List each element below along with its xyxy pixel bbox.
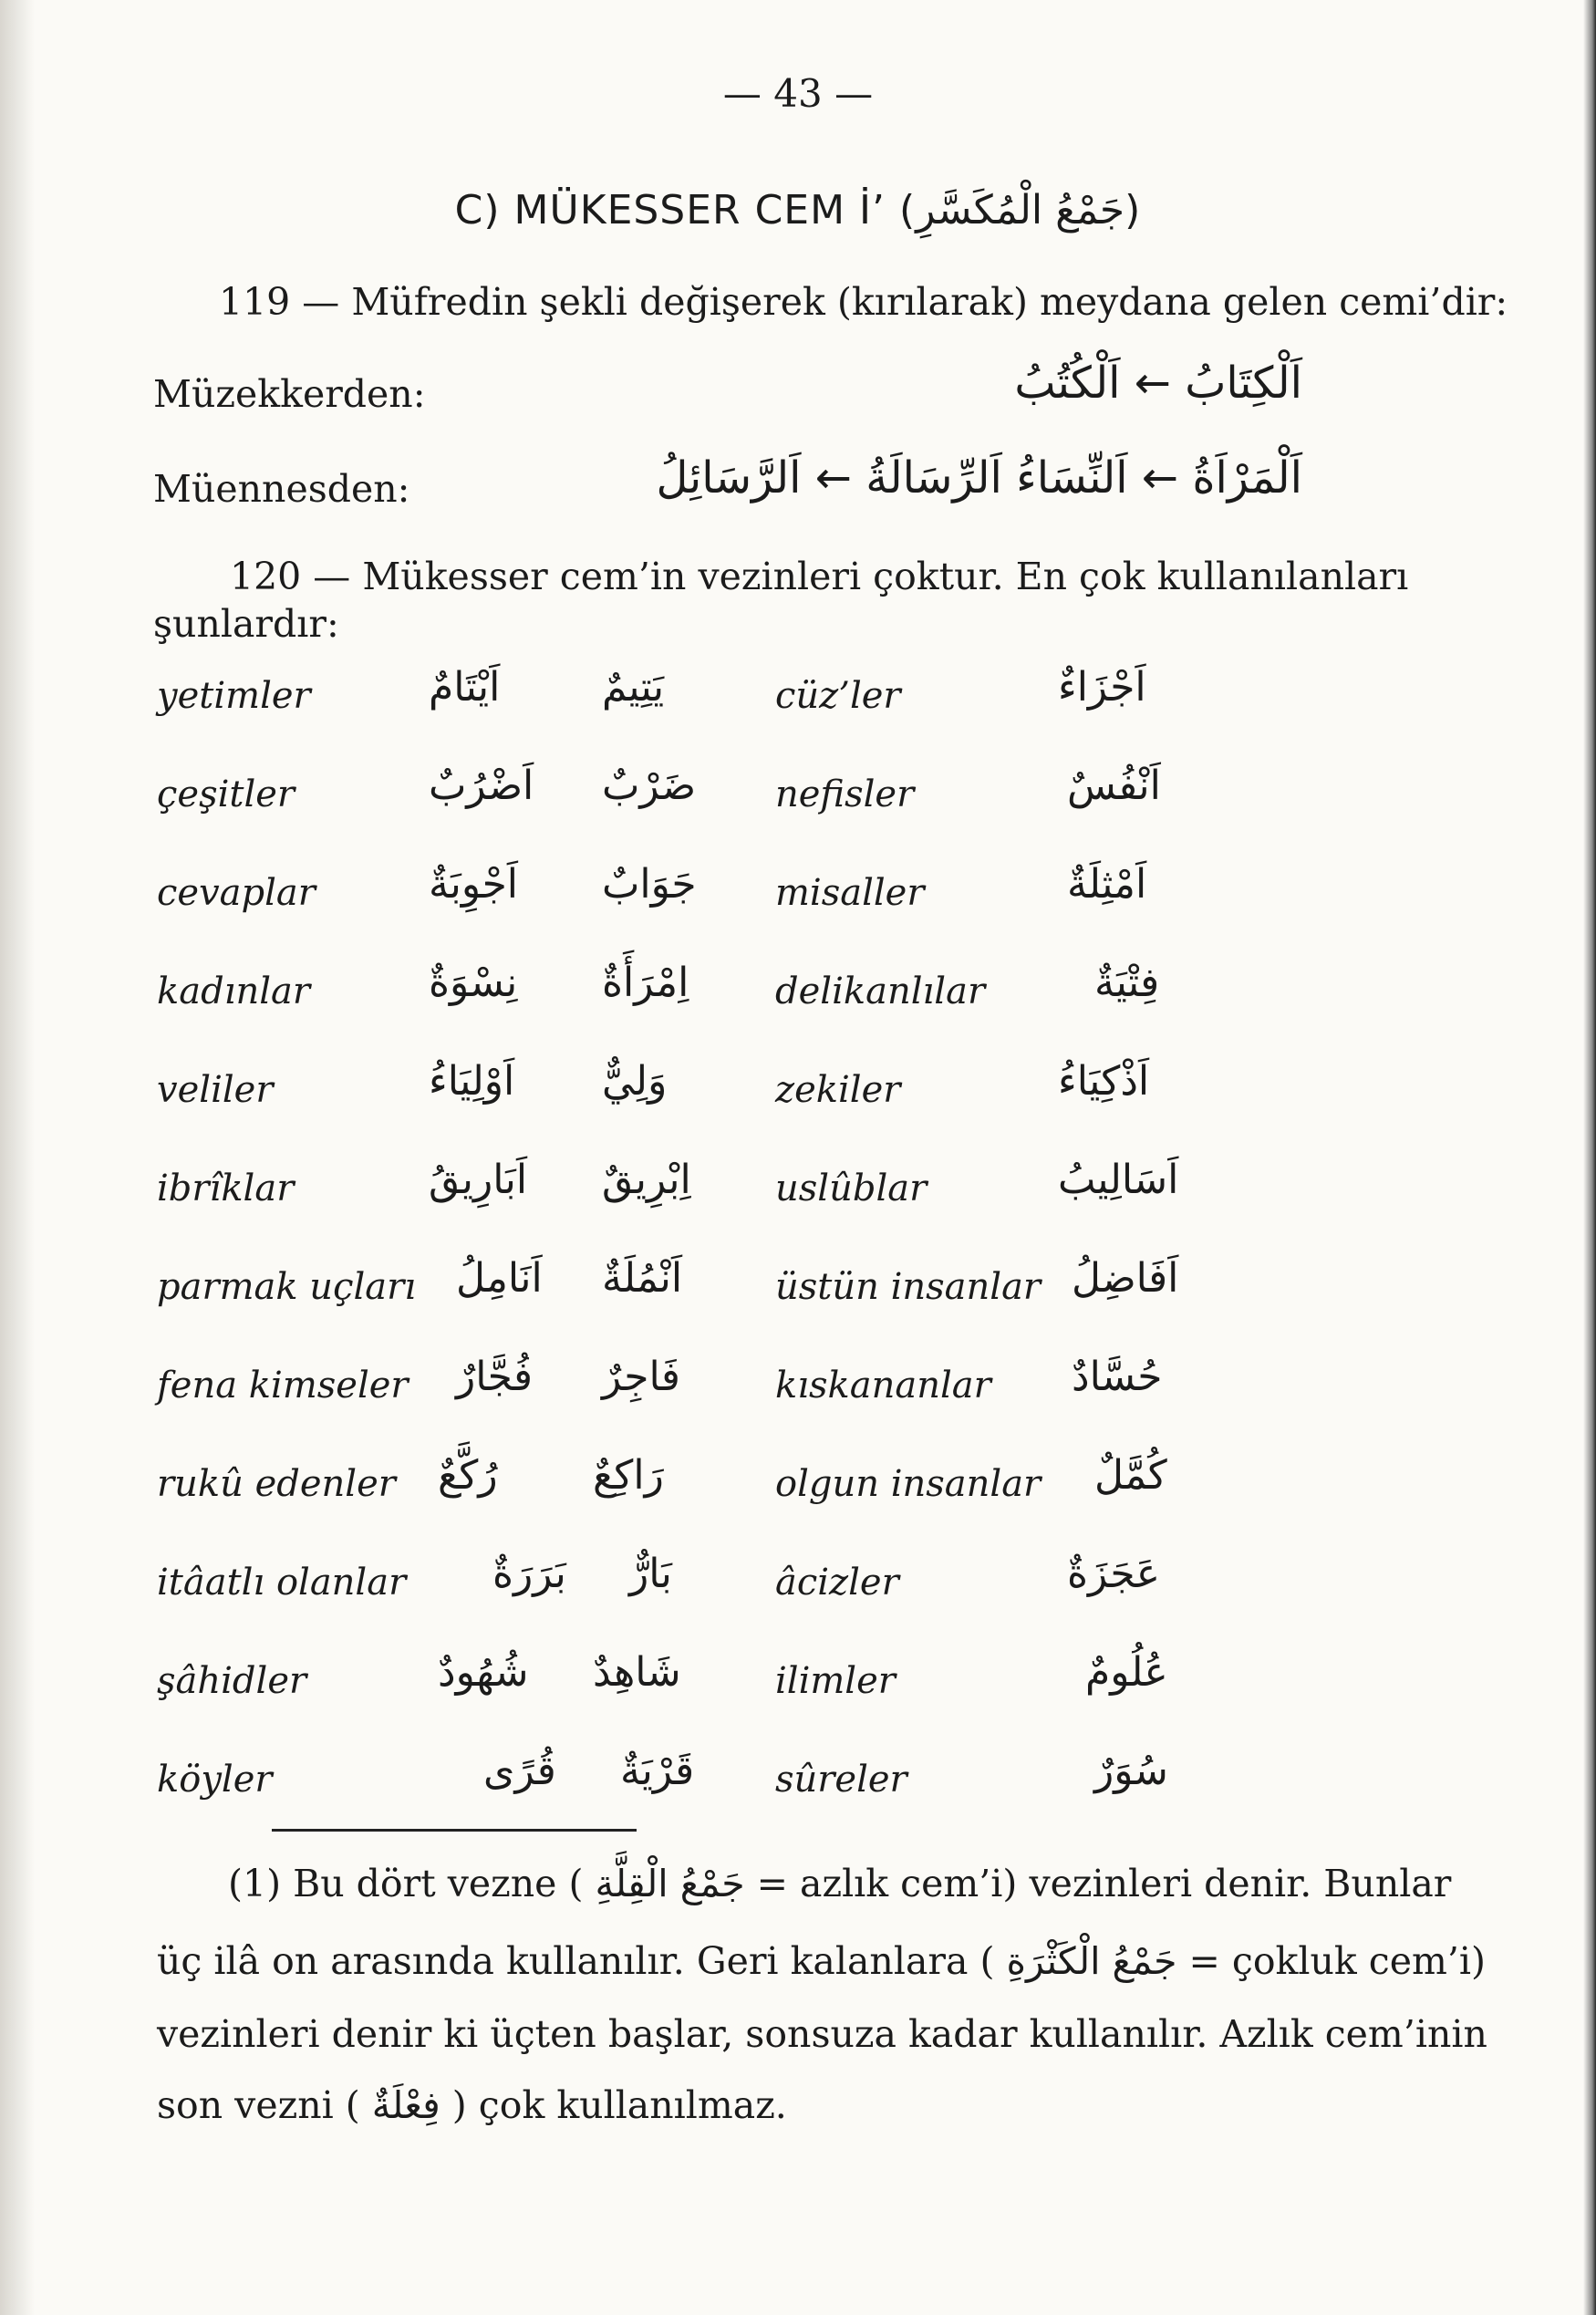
left-row-12-turkish: köyler: [157, 1759, 273, 1801]
muzekker-label: Müzekkerden:: [153, 372, 426, 416]
right-row-3-plural: اَمْثِلَةٌ: [1067, 861, 1147, 908]
left-row-2-plural: اَضْرُبٌ: [429, 763, 534, 809]
section-title: [0, 187, 1596, 234]
left-row-3-plural: اَجْوِبَةٌ: [429, 861, 518, 908]
footnote-1-part-a: (1) Bu dört vezne (: [228, 1862, 584, 1905]
left-row-11-turkish: şâhidler: [157, 1660, 307, 1702]
left-row-4-turkish: kadınlar: [157, 971, 311, 1012]
left-row-3-singular: جَوَابٌ: [602, 861, 697, 908]
left-row-6-plural: اَبَارِيقُ: [429, 1157, 528, 1203]
footnote-2-part-b: = çokluk cem’i): [1188, 1939, 1486, 1983]
scan-shadow-left: [0, 0, 35, 2315]
right-row-10-plural: عَجَزَةٌ: [1067, 1551, 1160, 1597]
right-row-4-turkish: delikanlılar: [775, 971, 986, 1012]
left-row-4-singular: اِمْرَأَةٌ: [602, 960, 689, 1006]
footnote-divider: [272, 1829, 637, 1832]
muennes-label: Müennesden:: [153, 467, 410, 511]
left-row-2-turkish: çeşitler: [157, 773, 295, 815]
left-row-10-singular: بَارٌّ: [629, 1551, 672, 1597]
footnote-2-part-a: üç ilâ on arasında kullanılır. Geri kalanlara (: [157, 1939, 995, 1983]
paragraph-120-line1: 120 — Mükesser cem’in vezinleri çoktur. En çok kullanılanları: [230, 555, 1409, 598]
left-row-8-singular: فَاجِرٌ: [602, 1354, 680, 1400]
left-row-9-singular: رَاكِعٌ: [593, 1452, 664, 1499]
right-row-11-turkish: ilimler: [775, 1660, 896, 1702]
left-row-6-turkish: ibrîklar: [157, 1168, 295, 1209]
footnote-line-2: [157, 1925, 1488, 1998]
left-row-3-turkish: cevaplar: [157, 872, 316, 914]
left-row-10-turkish: itâatlı olanlar: [157, 1562, 407, 1604]
left-row-7-singular: اَنْمُلَةٌ: [602, 1255, 683, 1302]
footnote-line-4: [157, 2069, 1488, 2142]
right-row-5-plural: اَذْكِيَاءُ: [1058, 1058, 1150, 1105]
paragraph-120-line2: şunlardır:: [153, 602, 339, 646]
left-row-5-singular: وَلِيٌّ: [602, 1058, 668, 1105]
muzekker-example: اَلْكِتَابُ ← اَلْكُتُبُ: [1014, 358, 1302, 409]
section-title-latin: C) MÜKESSER CEM İ’: [454, 187, 886, 234]
right-row-12-plural: سُوَرٌ: [1094, 1748, 1168, 1794]
right-row-7-turkish: üstün insanlar: [775, 1266, 1042, 1308]
right-row-3-turkish: misaller: [775, 872, 925, 914]
footnote-2-arabic: جَمْعُ الْكَثْرَةِ: [1006, 1939, 1177, 1983]
left-row-12-plural: قُرًى: [483, 1748, 556, 1794]
left-row-12-singular: قَرْيَةٌ: [620, 1748, 695, 1794]
section-title-arabic: (جَمْعُ الْمُكَسَّرِ): [899, 187, 1142, 234]
left-row-2-singular: ضَرْبٌ: [602, 763, 697, 809]
footnote-1-part-b: = azlık cem’i) vezinleri denir. Bunlar: [756, 1862, 1452, 1905]
right-row-5-turkish: zekiler: [775, 1069, 901, 1111]
left-row-7-turkish: parmak uçları: [157, 1266, 417, 1308]
left-row-11-singular: شَاهِدٌ: [593, 1649, 681, 1696]
left-row-11-plural: شُهُودٌ: [438, 1649, 529, 1696]
right-row-9-plural: كُمَّلٌ: [1094, 1452, 1167, 1499]
left-row-5-plural: اَوْلِيَاءُ: [429, 1058, 515, 1105]
right-row-1-plural: اَجْزَاءٌ: [1058, 664, 1146, 711]
left-row-4-plural: نِسْوَةٌ: [429, 960, 518, 1006]
left-row-7-plural: اَنَامِلُ: [456, 1255, 543, 1302]
page-number: — 43 —: [722, 71, 874, 116]
footnote-1-arabic: جَمْعُ الْقِلَّةِ: [595, 1862, 745, 1905]
right-row-1-turkish: cüz’ler: [775, 675, 901, 717]
right-row-4-plural: فِتْيَةٌ: [1094, 960, 1160, 1006]
left-row-8-plural: فُجَّارٌ: [456, 1354, 534, 1400]
right-row-6-turkish: uslûblar: [775, 1168, 928, 1209]
footnote-4-arabic: فِعْلَةٌ: [371, 2083, 440, 2127]
left-row-6-singular: اِبْرِيقٌ: [602, 1157, 691, 1203]
left-row-1-turkish: yetimler: [157, 675, 311, 717]
right-row-6-plural: اَسَالِيبُ: [1058, 1157, 1179, 1203]
footnote-4-part-b: ) çok kullanılmaz.: [451, 2083, 787, 2127]
left-row-10-plural: بَرَرَةٌ: [492, 1551, 566, 1597]
muennes-example: اَلْمَرْاَةُ ← اَلنِّسَاءُ اَلرِّسَالَةُ ← اَلرَّسَائِلُ: [656, 452, 1302, 503]
right-row-8-plural: حُسَّادٌ: [1072, 1354, 1163, 1400]
right-row-12-turkish: sûreler: [775, 1759, 907, 1801]
right-row-11-plural: عُلُومٌ: [1085, 1649, 1168, 1696]
left-row-8-turkish: fena kimseler: [157, 1365, 409, 1407]
right-row-9-turkish: olgun insanlar: [775, 1463, 1042, 1505]
left-row-5-turkish: veliler: [157, 1069, 274, 1111]
scan-shadow-right: [1583, 0, 1596, 2315]
right-row-10-turkish: âcizler: [775, 1562, 899, 1604]
left-row-9-plural: رُكَّعٌ: [438, 1452, 498, 1499]
footnote-line-3: vezinleri denir ki üçten başlar, sonsuza kadar kullanılır. Azlık cem’inin: [157, 2012, 1487, 2056]
left-row-1-singular: يَتِيمٌ: [602, 664, 665, 711]
footnote-4-part-a: son vezni (: [157, 2083, 360, 2127]
right-row-2-plural: اَنْفُسٌ: [1067, 763, 1161, 809]
right-row-2-turkish: nefisler: [775, 773, 915, 815]
left-row-1-plural: اَيْتَامٌ: [429, 664, 501, 711]
right-row-8-turkish: kıskananlar: [775, 1365, 991, 1407]
left-row-9-turkish: rukû edenler: [157, 1463, 396, 1505]
paragraph-119: 119 — Müfredin şekli değişerek (kırılarak) meydana gelen cemi’dir:: [219, 280, 1508, 324]
footnote-line-1: [228, 1847, 1487, 1920]
right-row-7-plural: اَفَاضِلُ: [1072, 1255, 1179, 1302]
